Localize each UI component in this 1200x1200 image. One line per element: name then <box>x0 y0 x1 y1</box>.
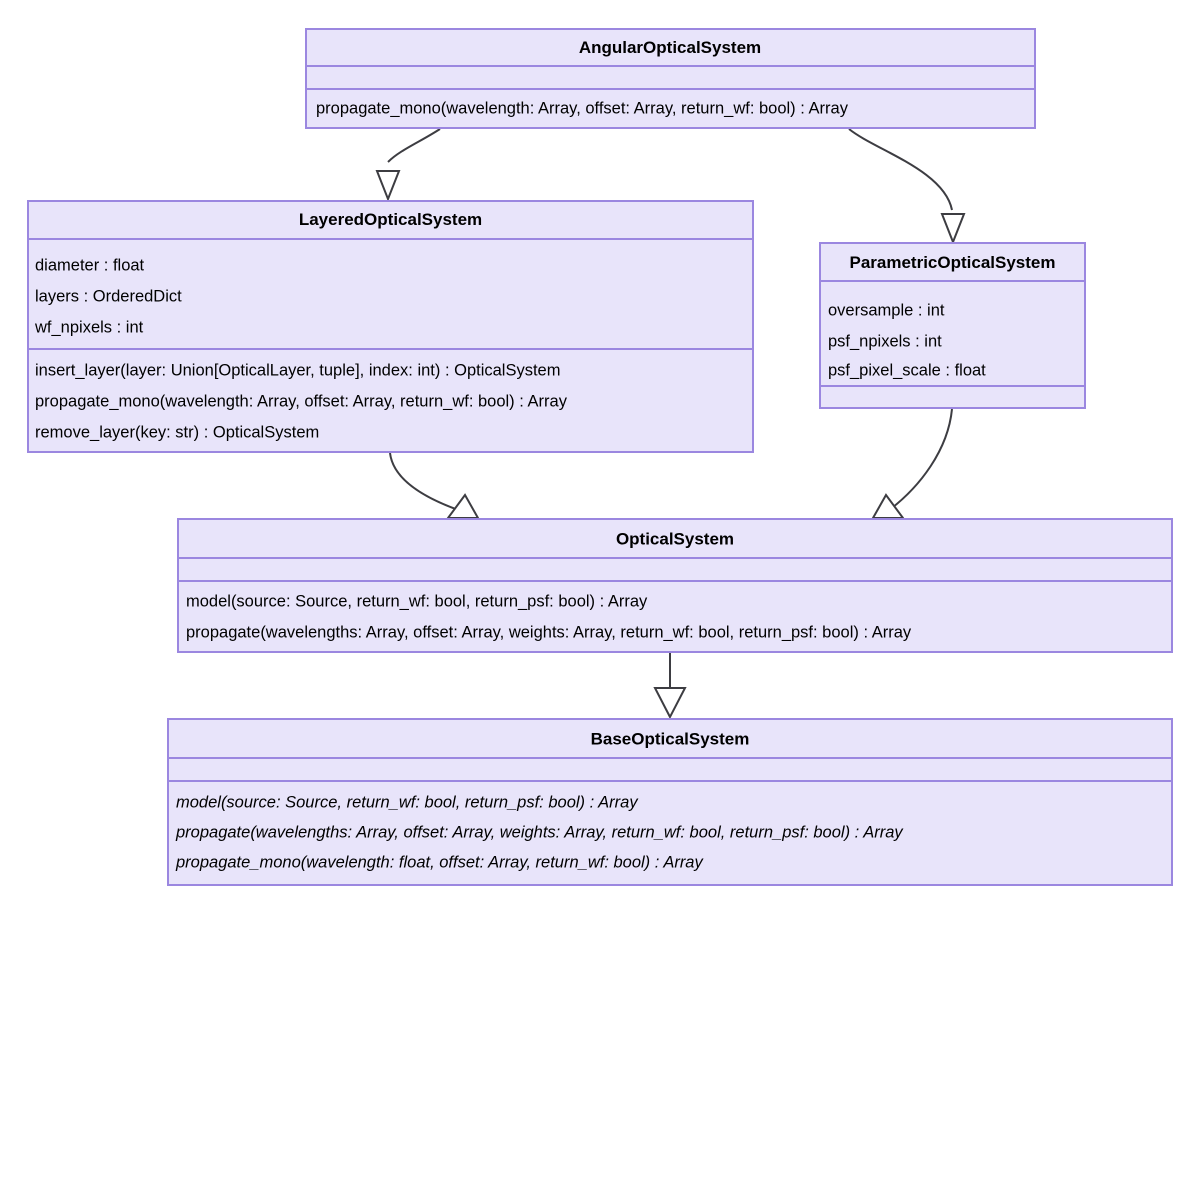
class-name-label: ParametricOpticalSystem <box>849 252 1056 272</box>
method-label: model(source: Source, return_wf: bool, return_psf: bool) : Array <box>176 793 638 812</box>
method-label: propagate_mono(wavelength: float, offset: Array, return_wf: bool) : Array <box>176 853 703 872</box>
attribute-label: psf_pixel_scale : float <box>828 361 986 380</box>
method-label: propagate(wavelengths: Array, offset: Array, weights: Array, return_wf: bool, return_psf: bool) : Array <box>176 823 903 842</box>
method-label: model(source: Source, return_wf: bool, return_psf: bool) : Array <box>186 592 648 611</box>
class-box-baseopticalsystem[interactable] <box>168 719 1172 885</box>
class-box-opticalsystem[interactable] <box>178 519 1172 652</box>
attribute-label: oversample : int <box>828 301 945 320</box>
class-box-parametricopticalsystem[interactable] <box>820 243 1085 408</box>
attribute-label: psf_npixels : int <box>828 332 942 351</box>
method-label: remove_layer(key: str) : OpticalSystem <box>35 423 320 442</box>
method-label: insert_layer(layer: Union[OpticalLayer, tuple], index: int) : OpticalSystem <box>35 361 561 380</box>
attribute-label: layers : OrderedDict <box>35 287 182 306</box>
method-label: propagate_mono(wavelength: Array, offset: Array, return_wf: bool) : Array <box>316 99 848 118</box>
class-name-label: OpticalSystem <box>615 529 735 549</box>
class-name-label: LayeredOpticalSystem <box>298 209 483 229</box>
class-box-angularopticalsystem[interactable] <box>306 29 1035 128</box>
attribute-label: diameter : float <box>35 256 145 275</box>
class-box-layeredopticalsystem[interactable] <box>28 201 753 452</box>
method-label: propagate_mono(wavelength: Array, offset: Array, return_wf: bool) : Array <box>35 392 567 411</box>
class-name-label: AngularOpticalSystem <box>578 37 762 57</box>
method-label: propagate(wavelengths: Array, offset: Array, weights: Array, return_wf: bool, return_psf: bool) : Array <box>186 623 912 642</box>
attribute-label: wf_npixels : int <box>35 318 144 337</box>
class-name-label: BaseOpticalSystem <box>590 729 750 749</box>
